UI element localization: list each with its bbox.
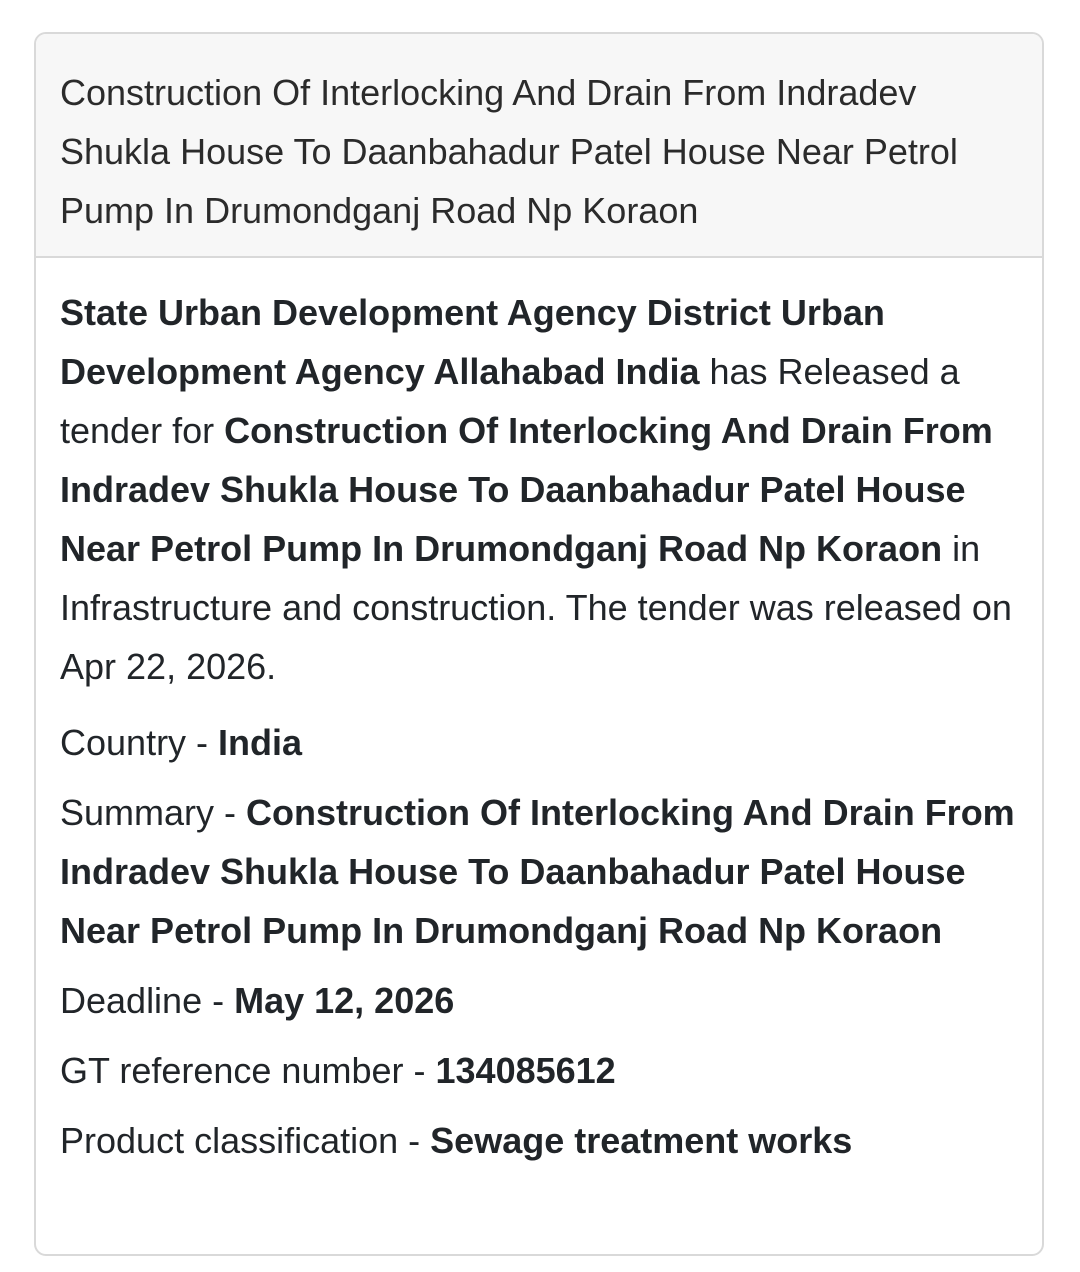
tender-title: Construction Of Interlocking And Drain From Indradev Shukla House To Daanbahadur Patel House Near Petrol Pump In Drumondganj Road Np Koraon [60, 72, 958, 231]
deadline-label: Deadline - [60, 980, 235, 1021]
tender-card-header [36, 34, 1042, 258]
summary-label: Summary - [60, 792, 247, 833]
deadline-value: May 12, 2026 [234, 980, 455, 1021]
gt-reference-value: 134085612 [435, 1050, 616, 1091]
country-field [60, 713, 1018, 772]
deadline-field [60, 971, 1018, 1030]
gt-reference-label: GT reference number - [60, 1050, 436, 1091]
product-classification-label: Product classification - [60, 1120, 431, 1161]
country-label: Country - [60, 722, 219, 763]
project-name: Construction Of Interlocking And Drain From Indradev Shukla House To Daanbahadur Patel House Near Petrol Pump In Drumondganj Road Np Koraon [60, 410, 993, 569]
tender-card-body [36, 258, 1042, 1170]
agency-name: State Urban Development Agency District Urban Development Agency Allahabad India [60, 292, 885, 392]
tender-description [60, 283, 1018, 696]
product-classification-field [60, 1111, 1018, 1170]
country-value: India [218, 722, 303, 763]
gt-reference-field [60, 1041, 1018, 1100]
tender-card [34, 32, 1044, 1256]
description-text-sector: in Infrastructure and construction. The tender was released on Apr 22, 2026. [60, 528, 1012, 687]
product-classification-value: Sewage treatment works [430, 1120, 853, 1161]
summary-value: Construction Of Interlocking And Drain From Indradev Shukla House To Daanbahadur Patel House Near Petrol Pump In Drumondganj Road Np Koraon [60, 792, 1015, 951]
summary-field [60, 783, 1018, 960]
description-text-released: has Released a tender for [60, 351, 960, 451]
